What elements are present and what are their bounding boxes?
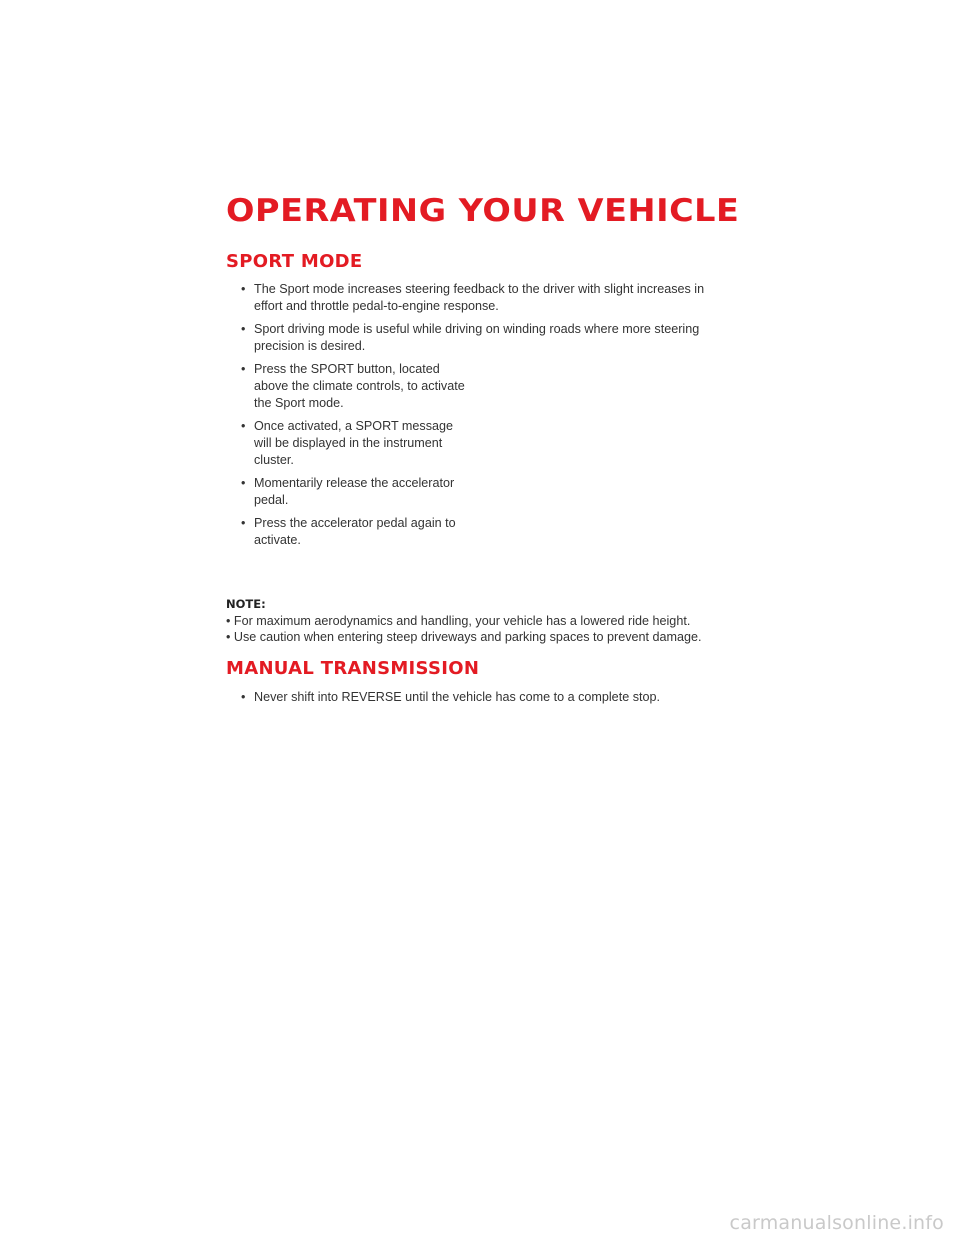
manual-transmission-heading: MANUAL TRANSMISSION	[226, 658, 480, 679]
list-item: • Never shift into REVERSE until the vehicle has come to a complete stop.	[241, 689, 711, 706]
list-item: • Once activated, a SPORT message will be displayed in the instrument cluster.	[241, 418, 469, 469]
list-item: • The Sport mode increases steering feedback to the driver with slight increases in effort and throttle pedal-to-engine response.	[241, 281, 711, 315]
list-item: • Press the accelerator pedal again to activate.	[241, 515, 469, 549]
manual-transmission-bullet-list	[241, 689, 711, 712]
list-item: • Press the SPORT button, located above the climate controls, to activate the Sport mode.	[241, 361, 469, 412]
sport-mode-bullet-list	[241, 281, 711, 555]
list-item: • Momentarily release the accelerator pedal.	[241, 475, 469, 509]
note-line: • For maximum aerodynamics and handling, your vehicle has a lowered ride height.	[226, 614, 691, 628]
sport-mode-heading: SPORT MODE	[226, 251, 363, 272]
note-line: • Use caution when entering steep driveways and parking spaces to prevent damage.	[226, 630, 702, 644]
watermark: carmanualsonline.info	[729, 1212, 944, 1234]
note-label: NOTE:	[226, 597, 266, 611]
chapter-title: OPERATING YOUR VEHICLE	[226, 193, 740, 229]
list-item: • Sport driving mode is useful while driving on winding roads where more steering precision is desired.	[241, 321, 711, 355]
note-block	[226, 596, 726, 645]
